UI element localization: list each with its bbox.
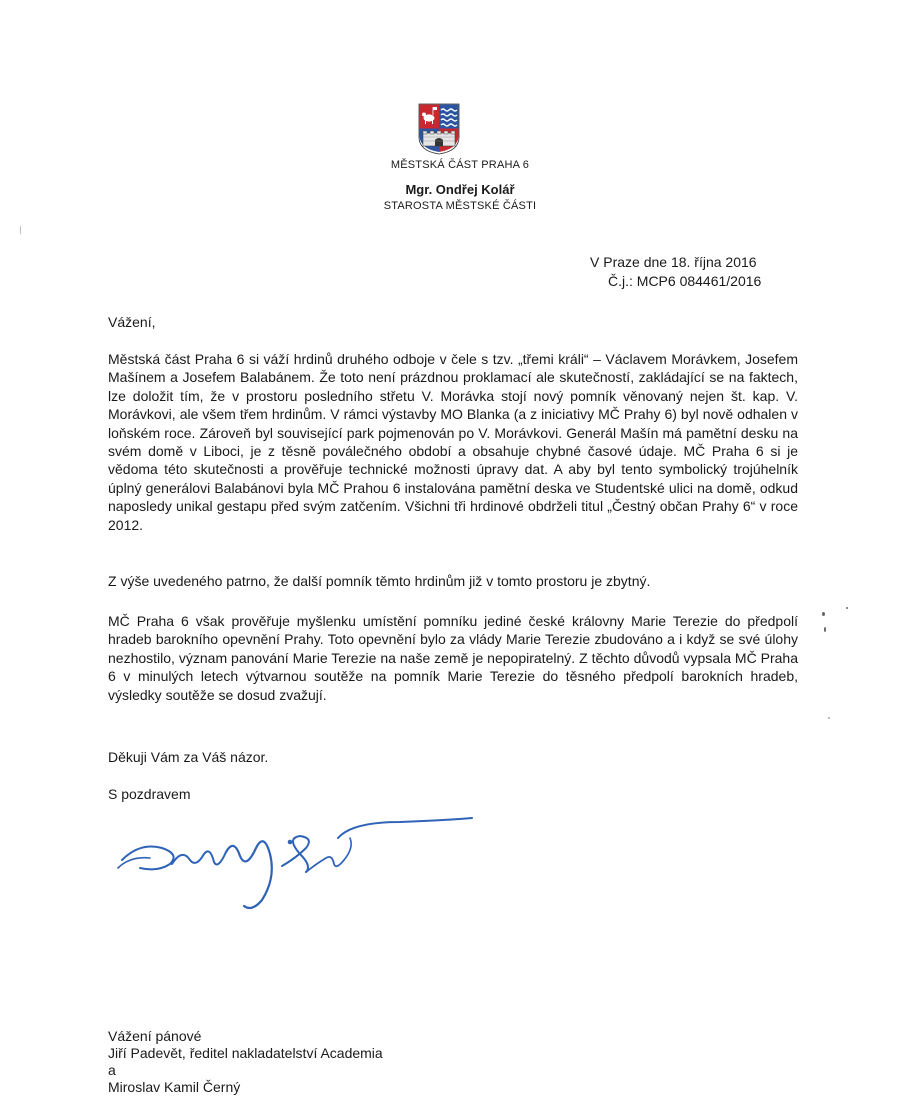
- recipients-line: Vážení pánové: [108, 1028, 202, 1044]
- scan-speck: [822, 612, 825, 616]
- org-name: MĚSTSKÁ ČÁST PRAHA 6: [390, 159, 530, 171]
- signatory-title: STAROSTA MĚSTSKÉ ČÁSTI: [383, 200, 537, 212]
- recipients-line: Miroslav Kamil Černý: [108, 1079, 241, 1095]
- recipients-block: [108, 1028, 383, 1096]
- scan-speck: [20, 225, 21, 235]
- scan-speck: [846, 607, 848, 609]
- thanks-line: Děkuji Vám za Váš názor.: [108, 749, 269, 765]
- recipients-line: a: [108, 1062, 116, 1078]
- body-paragraph: Městská část Praha 6 si váží hrdinů druhého odboje v čele s tzv. „třemi králi“ – Václavem Morávkem, Josefem Mašínem a Josefem Balabánem. Že toto není prázdnou proklamací ale skutečností, zakládající se na faktech, lze doložit tím, že v prostoru posledního střetu V. Morávka stojí nový pomník věnovaný nejen št. kap. V. Morávkovi, ale všem třem hrdinům. V rámci výstavby MO Blanka (a z iniciativy MČ Prahy 6) byl nově odhalen v loňském roce. Zároveň byl související park pojmenován po V. Morávkovi. Generál Mašín má pamětní desku na svém domě v Liboci, je z těsně poválečného období a obsahuje chybné časové údaje. MČ Praha 6 si je vědoma této skutečnosti a prověřuje technické možnosti úpravy dat. A aby byl tento symbolický trojúhelník úplný generálovi Balabánovi byla MČ Prahou 6 instalována pamětní deska ve Studentské ulici na domě, odkud naposledy unikal gestapu před svým zatčením. Všichni tři hrdinové obdrželi titul „Čestný občan Prahy 6“ v roce 2012.: [108, 351, 798, 533]
- body-paragraph: Z výše uvedeného patrno, že další pomník těmto hrdinům již v tomto prostoru je zbytný.: [108, 573, 651, 589]
- scan-speck: [824, 627, 826, 632]
- salutation: Vážení,: [108, 314, 156, 330]
- date-line: V Praze dne 18. října 2016: [590, 254, 757, 270]
- recipients-line: Jiří Padevět, ředitel nakladatelství Academia: [108, 1045, 383, 1061]
- coat-of-arms-icon: [418, 103, 460, 155]
- signature-icon: [100, 808, 480, 918]
- reference-number: Č.j.: MCP6 084461/2016: [608, 273, 762, 289]
- body-paragraph: MČ Praha 6 však prověřuje myšlenku umístění pomníku jediné české královny Marie Terezie do předpolí hradeb barokního opevnění Prahy. Toto opevnění bylo za vlády Marie Terezie zbudováno a i když se své úlohy nezhostilo, význam panování Marie Terezie na naše země je nepopiratelný. Z těchto důvodů vypsala MČ Praha 6 v minulých letech výtvarnou soutěže na pomník Marie Terezie do těsného předpolí barokních hradeb, výsledky soutěže se dosud zvažují.: [108, 613, 798, 703]
- signatory-name: Mgr. Ondřej Kolář: [405, 182, 515, 197]
- closing-line: S pozdravem: [108, 786, 191, 802]
- scan-speck: [828, 717, 830, 719]
